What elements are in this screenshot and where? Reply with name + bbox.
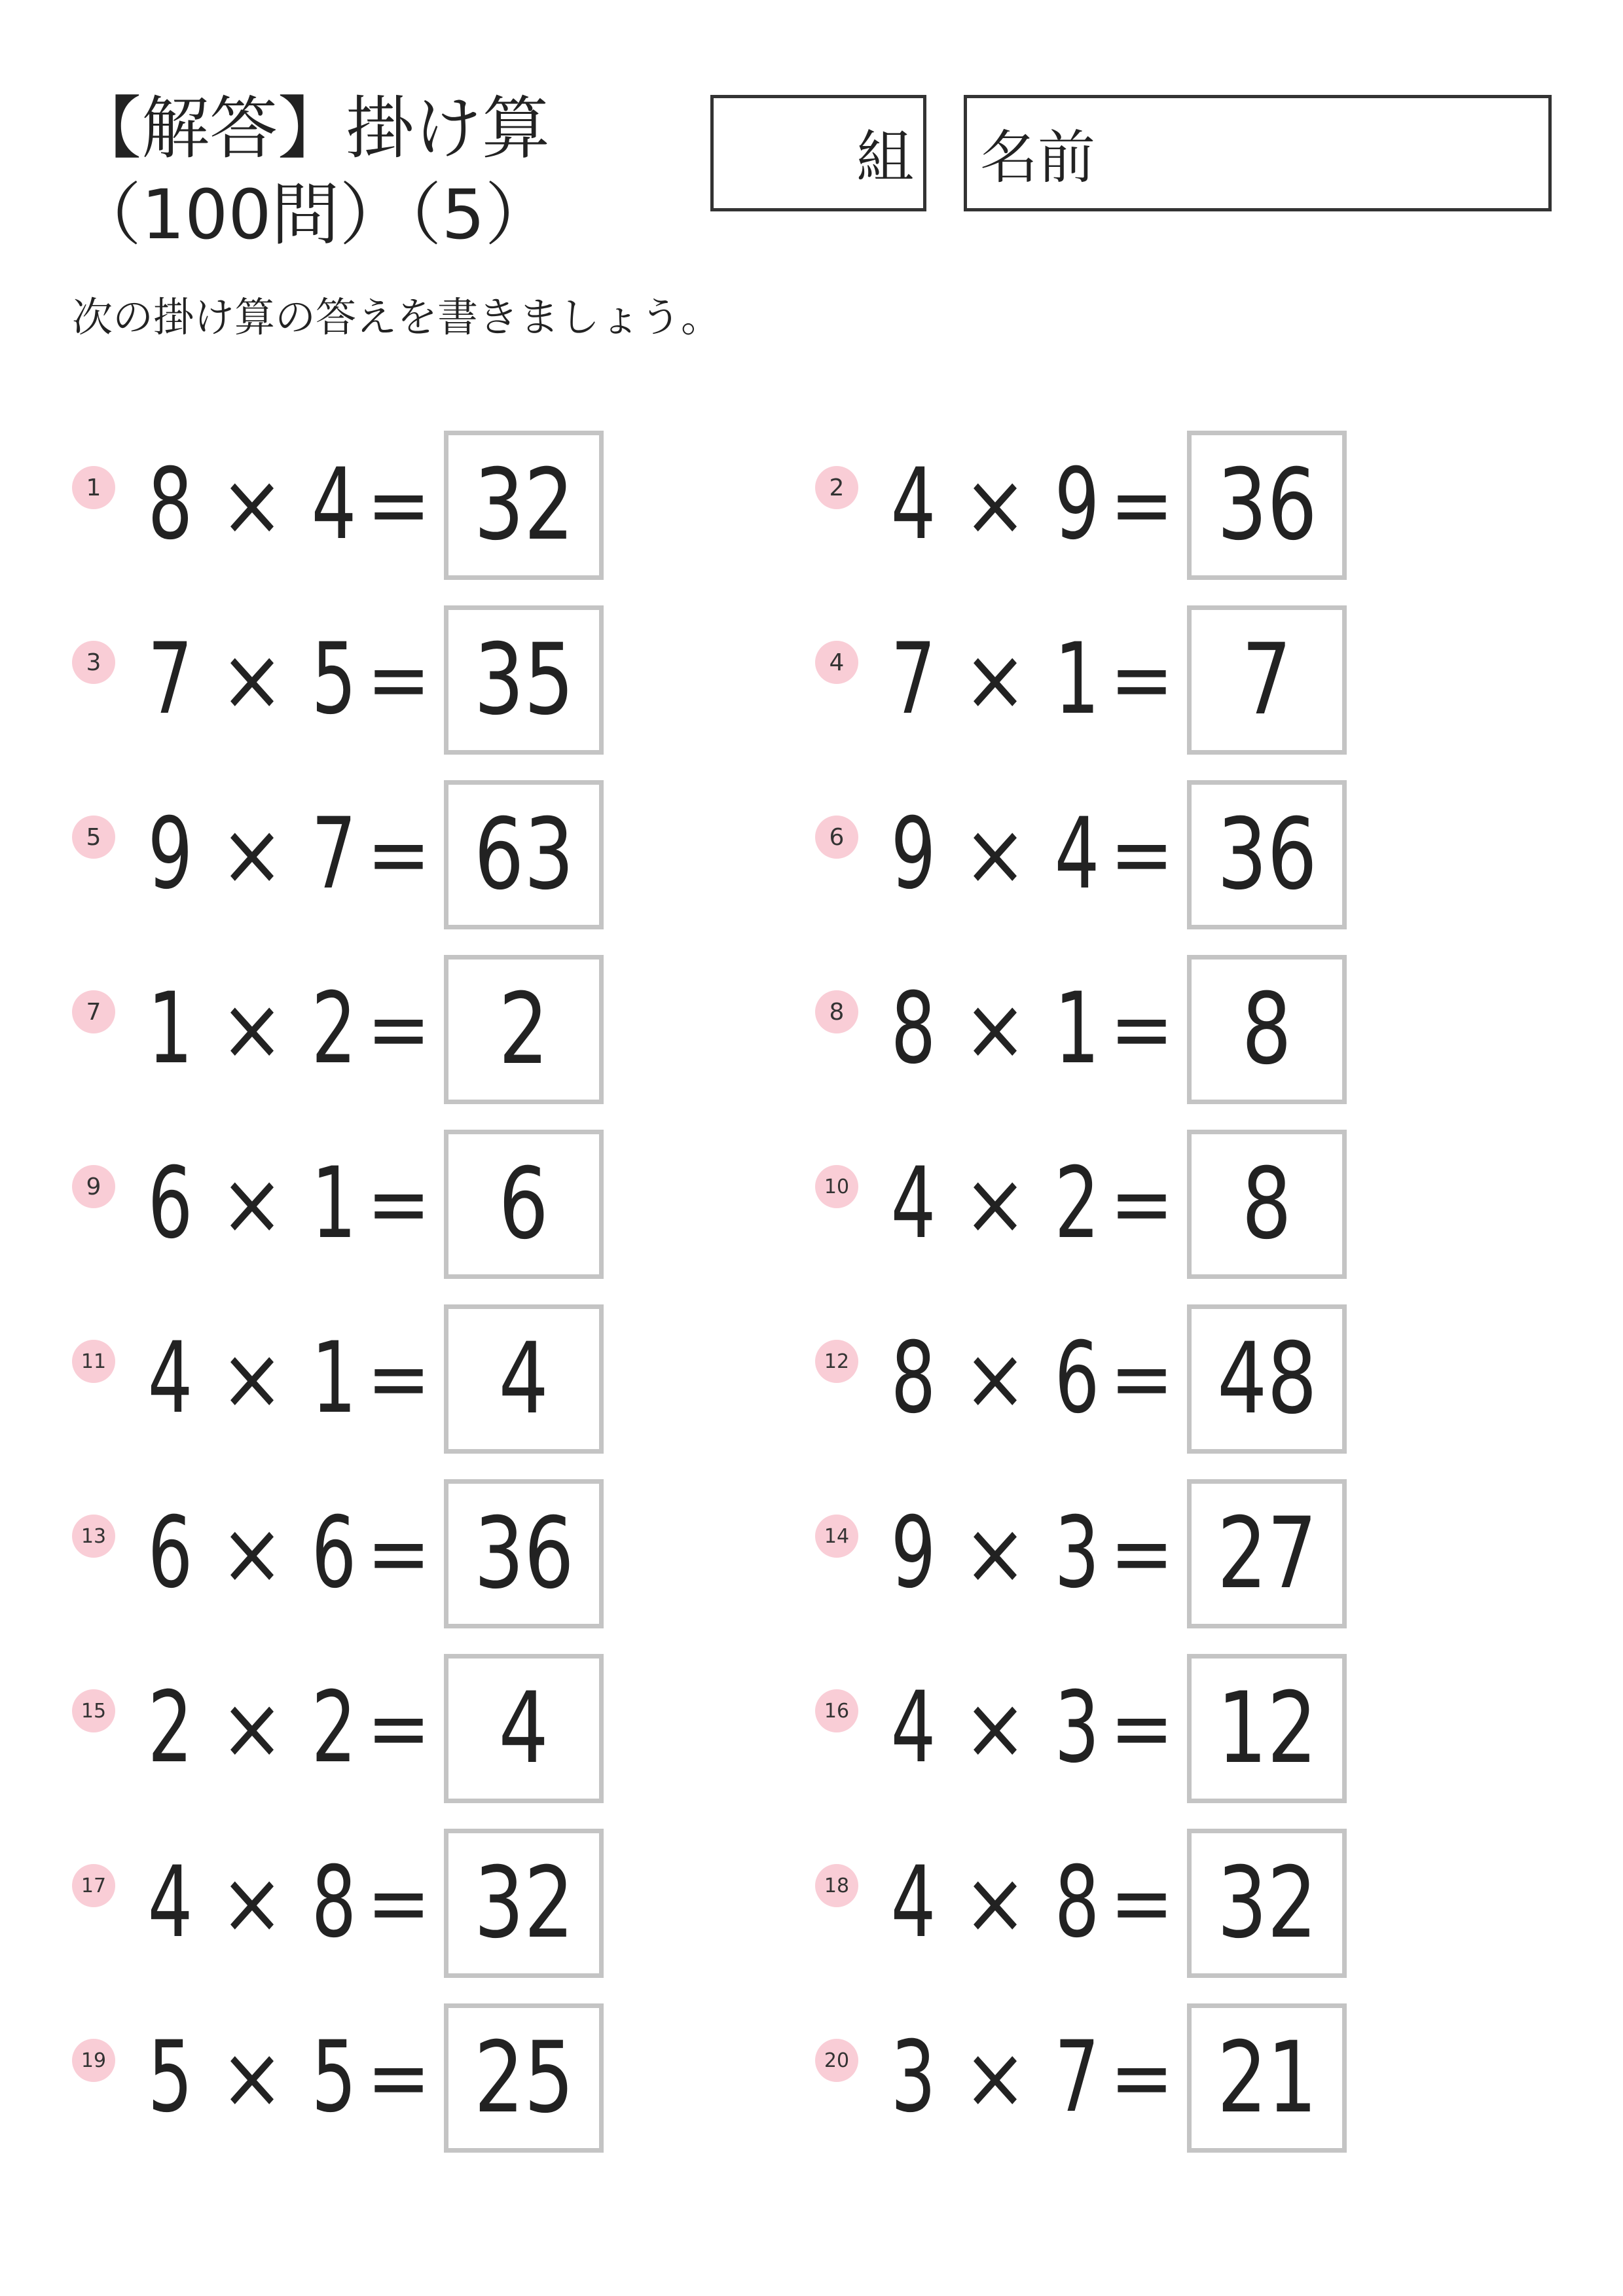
problem-item bbox=[815, 955, 1470, 1104]
operand-a: 4 bbox=[890, 1846, 936, 1960]
problem-item bbox=[815, 431, 1470, 580]
problem-number-badge: 9 bbox=[72, 1165, 115, 1208]
answer-value: 4 bbox=[498, 1672, 549, 1785]
operand-b: 5 bbox=[311, 622, 357, 736]
times-sign: × bbox=[219, 630, 284, 729]
name-label: 名前 bbox=[980, 124, 1096, 191]
operand-b: 8 bbox=[311, 1846, 357, 1960]
answer-box[interactable] bbox=[1187, 1479, 1347, 1628]
operand-a: 4 bbox=[890, 448, 936, 562]
operand-a: 9 bbox=[890, 797, 936, 911]
answer-box[interactable] bbox=[444, 1130, 604, 1279]
answer-value: 8 bbox=[1241, 973, 1292, 1086]
problem-expression bbox=[137, 792, 431, 916]
operand-a: 9 bbox=[890, 1496, 936, 1610]
problem-number-badge: 18 bbox=[815, 1864, 858, 1907]
equals-sign: = bbox=[1110, 455, 1175, 554]
equals-sign: = bbox=[1110, 1154, 1175, 1253]
problem-expression bbox=[137, 2015, 431, 2140]
instruction-text: 次の掛け算の答えを書きましょう。 bbox=[72, 293, 722, 341]
operand-b: 2 bbox=[1054, 1147, 1100, 1261]
answer-box[interactable] bbox=[1187, 1654, 1347, 1803]
operand-b: 3 bbox=[1054, 1496, 1100, 1610]
answer-box[interactable] bbox=[1187, 1829, 1347, 1978]
answer-box[interactable] bbox=[1187, 431, 1347, 580]
problem-expression bbox=[881, 1666, 1175, 1790]
problem-expression bbox=[881, 1316, 1175, 1441]
problem-item bbox=[815, 1654, 1470, 1803]
problem-item bbox=[815, 1829, 1470, 1978]
answer-box[interactable] bbox=[444, 2003, 604, 2153]
problem-number-badge: 15 bbox=[72, 1689, 115, 1732]
answer-box[interactable] bbox=[1187, 1130, 1347, 1279]
title-line-2: （100問）（5） bbox=[73, 175, 553, 255]
problem-expression bbox=[881, 792, 1175, 916]
operand-b: 6 bbox=[1054, 1321, 1100, 1435]
operand-b: 3 bbox=[1054, 1671, 1100, 1785]
operand-a: 4 bbox=[147, 1321, 193, 1435]
problem-number-badge: 2 bbox=[815, 466, 858, 509]
answer-box[interactable] bbox=[444, 1304, 604, 1454]
problem-number-badge: 20 bbox=[815, 2039, 858, 2082]
answer-value: 27 bbox=[1216, 1497, 1317, 1611]
operand-b: 7 bbox=[1054, 2020, 1100, 2134]
answer-value: 35 bbox=[473, 623, 574, 737]
answer-box[interactable] bbox=[1187, 955, 1347, 1104]
problem-item bbox=[72, 955, 727, 1104]
problem-expression bbox=[137, 1491, 431, 1615]
equals-sign: = bbox=[367, 979, 431, 1079]
class-label: 組 bbox=[856, 124, 914, 191]
problem-item bbox=[815, 1304, 1470, 1454]
problem-number-badge: 11 bbox=[72, 1340, 115, 1383]
operand-a: 9 bbox=[147, 797, 193, 911]
problem-item bbox=[72, 1479, 727, 1628]
operand-a: 6 bbox=[147, 1496, 193, 1610]
operand-b: 9 bbox=[1054, 448, 1100, 562]
operand-a: 8 bbox=[890, 972, 936, 1086]
problem-item bbox=[815, 2003, 1470, 2153]
problem-expression bbox=[137, 1666, 431, 1790]
equals-sign: = bbox=[367, 1329, 431, 1428]
operand-a: 8 bbox=[147, 448, 193, 562]
times-sign: × bbox=[962, 455, 1027, 554]
problem-expression bbox=[137, 1141, 431, 1266]
times-sign: × bbox=[962, 1329, 1027, 1428]
operand-b: 7 bbox=[311, 797, 357, 911]
answer-value: 32 bbox=[1216, 1846, 1317, 1960]
equals-sign: = bbox=[1110, 979, 1175, 1079]
operand-a: 6 bbox=[147, 1147, 193, 1261]
operand-b: 4 bbox=[1054, 797, 1100, 911]
operand-b: 2 bbox=[311, 972, 357, 1086]
operand-b: 6 bbox=[311, 1496, 357, 1610]
problem-expression bbox=[137, 442, 431, 567]
operand-b: 4 bbox=[311, 448, 357, 562]
problem-item bbox=[815, 605, 1470, 755]
times-sign: × bbox=[962, 2028, 1027, 2127]
problem-number-badge: 5 bbox=[72, 816, 115, 859]
problem-item bbox=[815, 1130, 1470, 1279]
answer-box[interactable] bbox=[1187, 780, 1347, 929]
problem-item bbox=[815, 1479, 1470, 1628]
answer-box[interactable] bbox=[1187, 1304, 1347, 1454]
problem-item bbox=[72, 1829, 727, 1978]
problem-number-badge: 16 bbox=[815, 1689, 858, 1732]
times-sign: × bbox=[219, 1853, 284, 1952]
answer-value: 63 bbox=[473, 798, 574, 912]
times-sign: × bbox=[219, 804, 284, 904]
times-sign: × bbox=[962, 1678, 1027, 1778]
problem-number-badge: 4 bbox=[815, 641, 858, 684]
operand-b: 8 bbox=[1054, 1846, 1100, 1960]
answer-value: 4 bbox=[498, 1322, 549, 1436]
answer-box[interactable] bbox=[444, 1654, 604, 1803]
problem-item bbox=[72, 1130, 727, 1279]
operand-b: 1 bbox=[1054, 972, 1100, 1086]
equals-sign: = bbox=[1110, 804, 1175, 904]
problem-expression bbox=[881, 2015, 1175, 2140]
equals-sign: = bbox=[367, 1678, 431, 1778]
operand-a: 1 bbox=[147, 972, 193, 1086]
problem-item bbox=[72, 1654, 727, 1803]
equals-sign: = bbox=[1110, 2028, 1175, 2127]
equals-sign: = bbox=[1110, 1503, 1175, 1603]
problem-expression bbox=[881, 617, 1175, 742]
operand-b: 5 bbox=[311, 2020, 357, 2134]
equals-sign: = bbox=[1110, 1329, 1175, 1428]
times-sign: × bbox=[962, 1503, 1027, 1603]
problem-number-badge: 7 bbox=[72, 990, 115, 1033]
problem-expression bbox=[137, 1316, 431, 1441]
answer-value: 25 bbox=[473, 2021, 574, 2135]
answer-value: 8 bbox=[1241, 1147, 1292, 1261]
times-sign: × bbox=[219, 1678, 284, 1778]
answer-value: 36 bbox=[473, 1497, 574, 1611]
problem-expression bbox=[137, 617, 431, 742]
answer-box[interactable] bbox=[444, 1479, 604, 1628]
problem-expression bbox=[881, 967, 1175, 1091]
equals-sign: = bbox=[1110, 630, 1175, 729]
problem-item bbox=[72, 605, 727, 755]
problem-number-badge: 10 bbox=[815, 1165, 858, 1208]
answer-box[interactable] bbox=[444, 605, 604, 755]
title-line-1: 【解答】掛け算 bbox=[73, 88, 551, 168]
problem-expression bbox=[881, 442, 1175, 567]
operand-a: 5 bbox=[147, 2020, 193, 2134]
problem-number-badge: 19 bbox=[72, 2039, 115, 2082]
problem-number-badge: 6 bbox=[815, 816, 858, 859]
problem-number-badge: 13 bbox=[72, 1515, 115, 1558]
equals-sign: = bbox=[367, 455, 431, 554]
answer-value: 2 bbox=[498, 973, 549, 1086]
problem-number-badge: 8 bbox=[815, 990, 858, 1033]
equals-sign: = bbox=[1110, 1853, 1175, 1952]
answer-value: 6 bbox=[498, 1147, 549, 1261]
operand-b: 1 bbox=[311, 1321, 357, 1435]
operand-a: 4 bbox=[890, 1671, 936, 1785]
times-sign: × bbox=[219, 1503, 284, 1603]
problem-number-badge: 1 bbox=[72, 466, 115, 509]
answer-box[interactable] bbox=[444, 780, 604, 929]
problem-number-badge: 17 bbox=[72, 1864, 115, 1907]
problem-expression bbox=[881, 1141, 1175, 1266]
problem-expression bbox=[137, 1840, 431, 1965]
times-sign: × bbox=[962, 979, 1027, 1079]
operand-a: 4 bbox=[890, 1147, 936, 1261]
problem-expression bbox=[881, 1840, 1175, 1965]
answer-value: 32 bbox=[473, 1846, 574, 1960]
operand-a: 8 bbox=[890, 1321, 936, 1435]
operand-b: 1 bbox=[311, 1147, 357, 1261]
equals-sign: = bbox=[367, 1853, 431, 1952]
problem-item bbox=[72, 431, 727, 580]
times-sign: × bbox=[962, 1853, 1027, 1952]
answer-value: 32 bbox=[473, 448, 574, 562]
times-sign: × bbox=[219, 2028, 284, 2127]
answer-box[interactable] bbox=[444, 431, 604, 580]
times-sign: × bbox=[219, 455, 284, 554]
problem-item bbox=[72, 2003, 727, 2153]
answer-value: 12 bbox=[1216, 1672, 1317, 1785]
operand-a: 2 bbox=[147, 1671, 193, 1785]
answer-value: 48 bbox=[1216, 1322, 1317, 1436]
answer-value: 7 bbox=[1241, 623, 1292, 737]
problem-item bbox=[72, 1304, 727, 1454]
answer-value: 36 bbox=[1216, 798, 1317, 912]
answer-value: 21 bbox=[1216, 2021, 1317, 2135]
answer-box[interactable] bbox=[1187, 605, 1347, 755]
times-sign: × bbox=[219, 1154, 284, 1253]
problem-item bbox=[815, 780, 1470, 929]
problem-item bbox=[72, 780, 727, 929]
equals-sign: = bbox=[367, 1503, 431, 1603]
operand-a: 3 bbox=[890, 2020, 936, 2134]
problem-number-badge: 14 bbox=[815, 1515, 858, 1558]
times-sign: × bbox=[219, 1329, 284, 1428]
equals-sign: = bbox=[367, 630, 431, 729]
answer-box[interactable] bbox=[444, 955, 604, 1104]
problem-number-badge: 3 bbox=[72, 641, 115, 684]
problem-expression bbox=[137, 967, 431, 1091]
answer-box[interactable] bbox=[1187, 2003, 1347, 2153]
equals-sign: = bbox=[367, 1154, 431, 1253]
equals-sign: = bbox=[367, 804, 431, 904]
problem-number-badge: 12 bbox=[815, 1340, 858, 1383]
operand-b: 1 bbox=[1054, 622, 1100, 736]
equals-sign: = bbox=[367, 2028, 431, 2127]
times-sign: × bbox=[219, 979, 284, 1079]
answer-box[interactable] bbox=[444, 1829, 604, 1978]
operand-b: 2 bbox=[311, 1671, 357, 1785]
times-sign: × bbox=[962, 630, 1027, 729]
operand-a: 4 bbox=[147, 1846, 193, 1960]
equals-sign: = bbox=[1110, 1678, 1175, 1778]
problem-expression bbox=[881, 1491, 1175, 1615]
operand-a: 7 bbox=[890, 622, 936, 736]
times-sign: × bbox=[962, 804, 1027, 904]
answer-value: 36 bbox=[1216, 448, 1317, 562]
times-sign: × bbox=[962, 1154, 1027, 1253]
operand-a: 7 bbox=[147, 622, 193, 736]
